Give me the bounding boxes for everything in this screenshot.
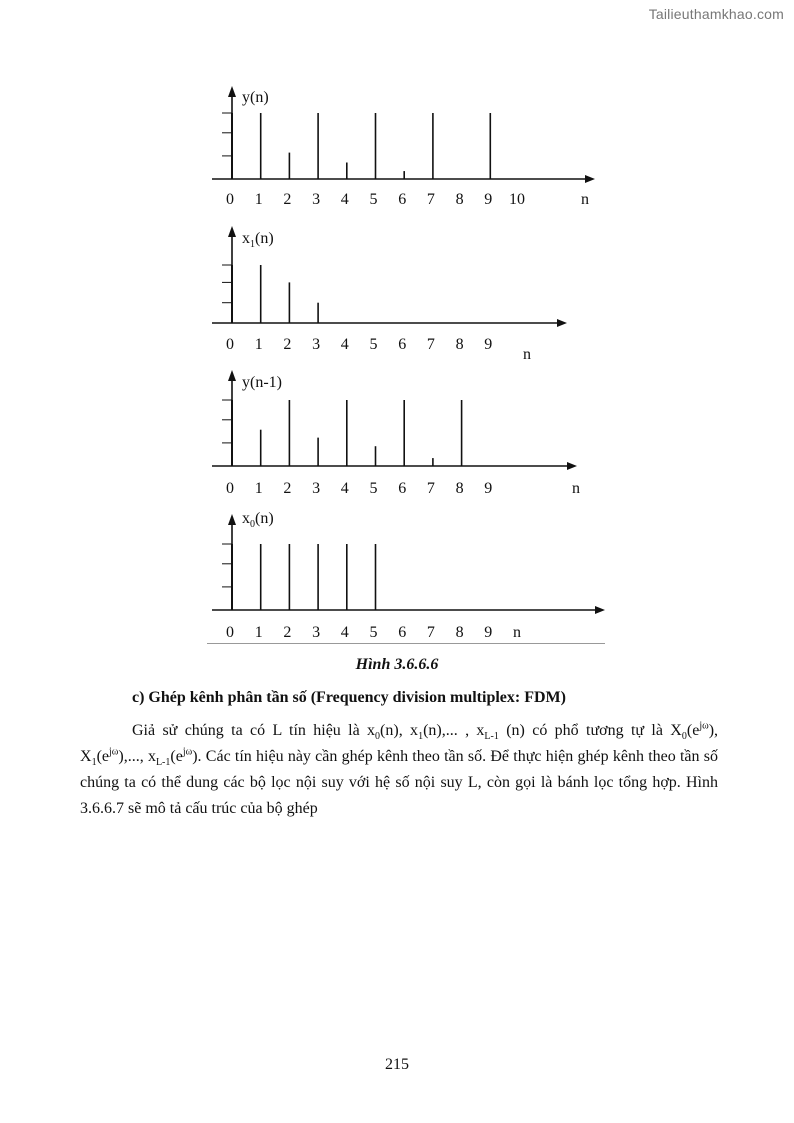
tick-label: 1	[254, 336, 263, 353]
n-axis-label: n	[572, 480, 580, 497]
plot-label: $x_0(n)$	[242, 510, 274, 530]
x-axis-arrow-icon	[567, 462, 577, 470]
tick-label: 10	[509, 191, 525, 208]
figure-bottom-rule	[207, 643, 605, 644]
x-axis-arrow-icon	[585, 175, 595, 183]
tick-label: 0	[226, 336, 234, 353]
tick-label: 5	[369, 624, 378, 641]
tick-label: 4	[340, 480, 349, 497]
tick-label: 6	[398, 191, 407, 208]
tick-label: 1	[254, 624, 263, 641]
tick-label: 8	[455, 336, 464, 353]
tick-label: 9	[484, 336, 493, 353]
tick-label: 0	[226, 191, 234, 208]
stem-plot-2	[212, 226, 567, 363]
y-axis-arrow-icon	[228, 86, 236, 97]
tick-label: 7	[426, 480, 435, 497]
tick-label: 8	[455, 624, 464, 641]
stem-plot-1	[212, 86, 595, 208]
tick-label: 2	[283, 624, 292, 641]
tick-label: 7	[426, 624, 435, 641]
tick-label: 0	[226, 480, 234, 497]
tick-label: 2	[283, 191, 292, 208]
tick-label: 3	[312, 191, 321, 208]
tick-label: 5	[369, 191, 378, 208]
stem-plot-4	[212, 510, 605, 641]
y-axis-arrow-icon	[228, 514, 236, 525]
tick-label: 3	[312, 480, 321, 497]
y-axis-arrow-icon	[228, 226, 236, 237]
tick-label: 9	[484, 191, 493, 208]
tick-label: 3	[312, 624, 321, 641]
tick-label: 6	[398, 624, 407, 641]
tick-label: 4	[340, 624, 349, 641]
section-heading: c) Ghép kênh phân tần số (Frequency division multiplex: FDM)	[132, 689, 566, 706]
plot-label: $x_1(n)$	[242, 230, 274, 250]
tick-label: 8	[455, 480, 464, 497]
tick-label: 6	[398, 336, 407, 353]
tick-label: 5	[369, 336, 378, 353]
y-axis-arrow-icon	[228, 370, 236, 381]
x-axis-arrow-icon	[595, 606, 605, 614]
tick-label: 5	[369, 480, 378, 497]
n-axis-label: n	[523, 346, 531, 363]
tick-label: 6	[398, 480, 407, 497]
tick-label: 4	[340, 191, 349, 208]
x-axis-arrow-icon	[557, 319, 567, 327]
tick-label: 9	[484, 624, 493, 641]
tick-label: 1	[254, 191, 263, 208]
figure-caption: Hình 3.6.6.6	[355, 656, 439, 673]
stem-plot-3	[212, 370, 580, 497]
tick-label: 7	[426, 336, 435, 353]
plot-label: y(n-1)	[242, 374, 282, 391]
watermark: Tailieuthamkhao.com	[648, 6, 784, 22]
page-number: 215	[385, 1056, 409, 1073]
tick-label: 7	[426, 191, 435, 208]
plot-label: y(n)	[242, 89, 269, 106]
body-paragraph: Giả sử chúng ta có L tín hiệu là $x_0(n)$, $x_1(n)$,... , $x_{L-1}$ (n) có phổ tương tự là $X_0(e^{j\omega})$, $X_1(e^{j\omega})$,..., $x_{L-1}(e^{j\omega})$. Các tín hiệu này cần ghép kênh theo tần số. Để thực hiện ghép kênh theo tần số chúng ta có thể dung các bộ lọc nội suy với hệ số nội suy L, còn gọi là bánh lọc tổng hợp. Hình 3.6.6.7 sẽ mô tả cấu trúc của bộ ghép	[80, 720, 719, 817]
n-axis-label: n	[581, 191, 589, 208]
tick-label: 3	[312, 336, 321, 353]
tick-label: 9	[484, 480, 493, 497]
tick-label: 1	[254, 480, 263, 497]
tick-label: 2	[283, 480, 292, 497]
tick-label: 4	[340, 336, 349, 353]
tick-label: 8	[455, 191, 464, 208]
tick-label: n	[513, 624, 521, 641]
tick-label: 0	[226, 624, 234, 641]
tick-label: 2	[283, 336, 292, 353]
